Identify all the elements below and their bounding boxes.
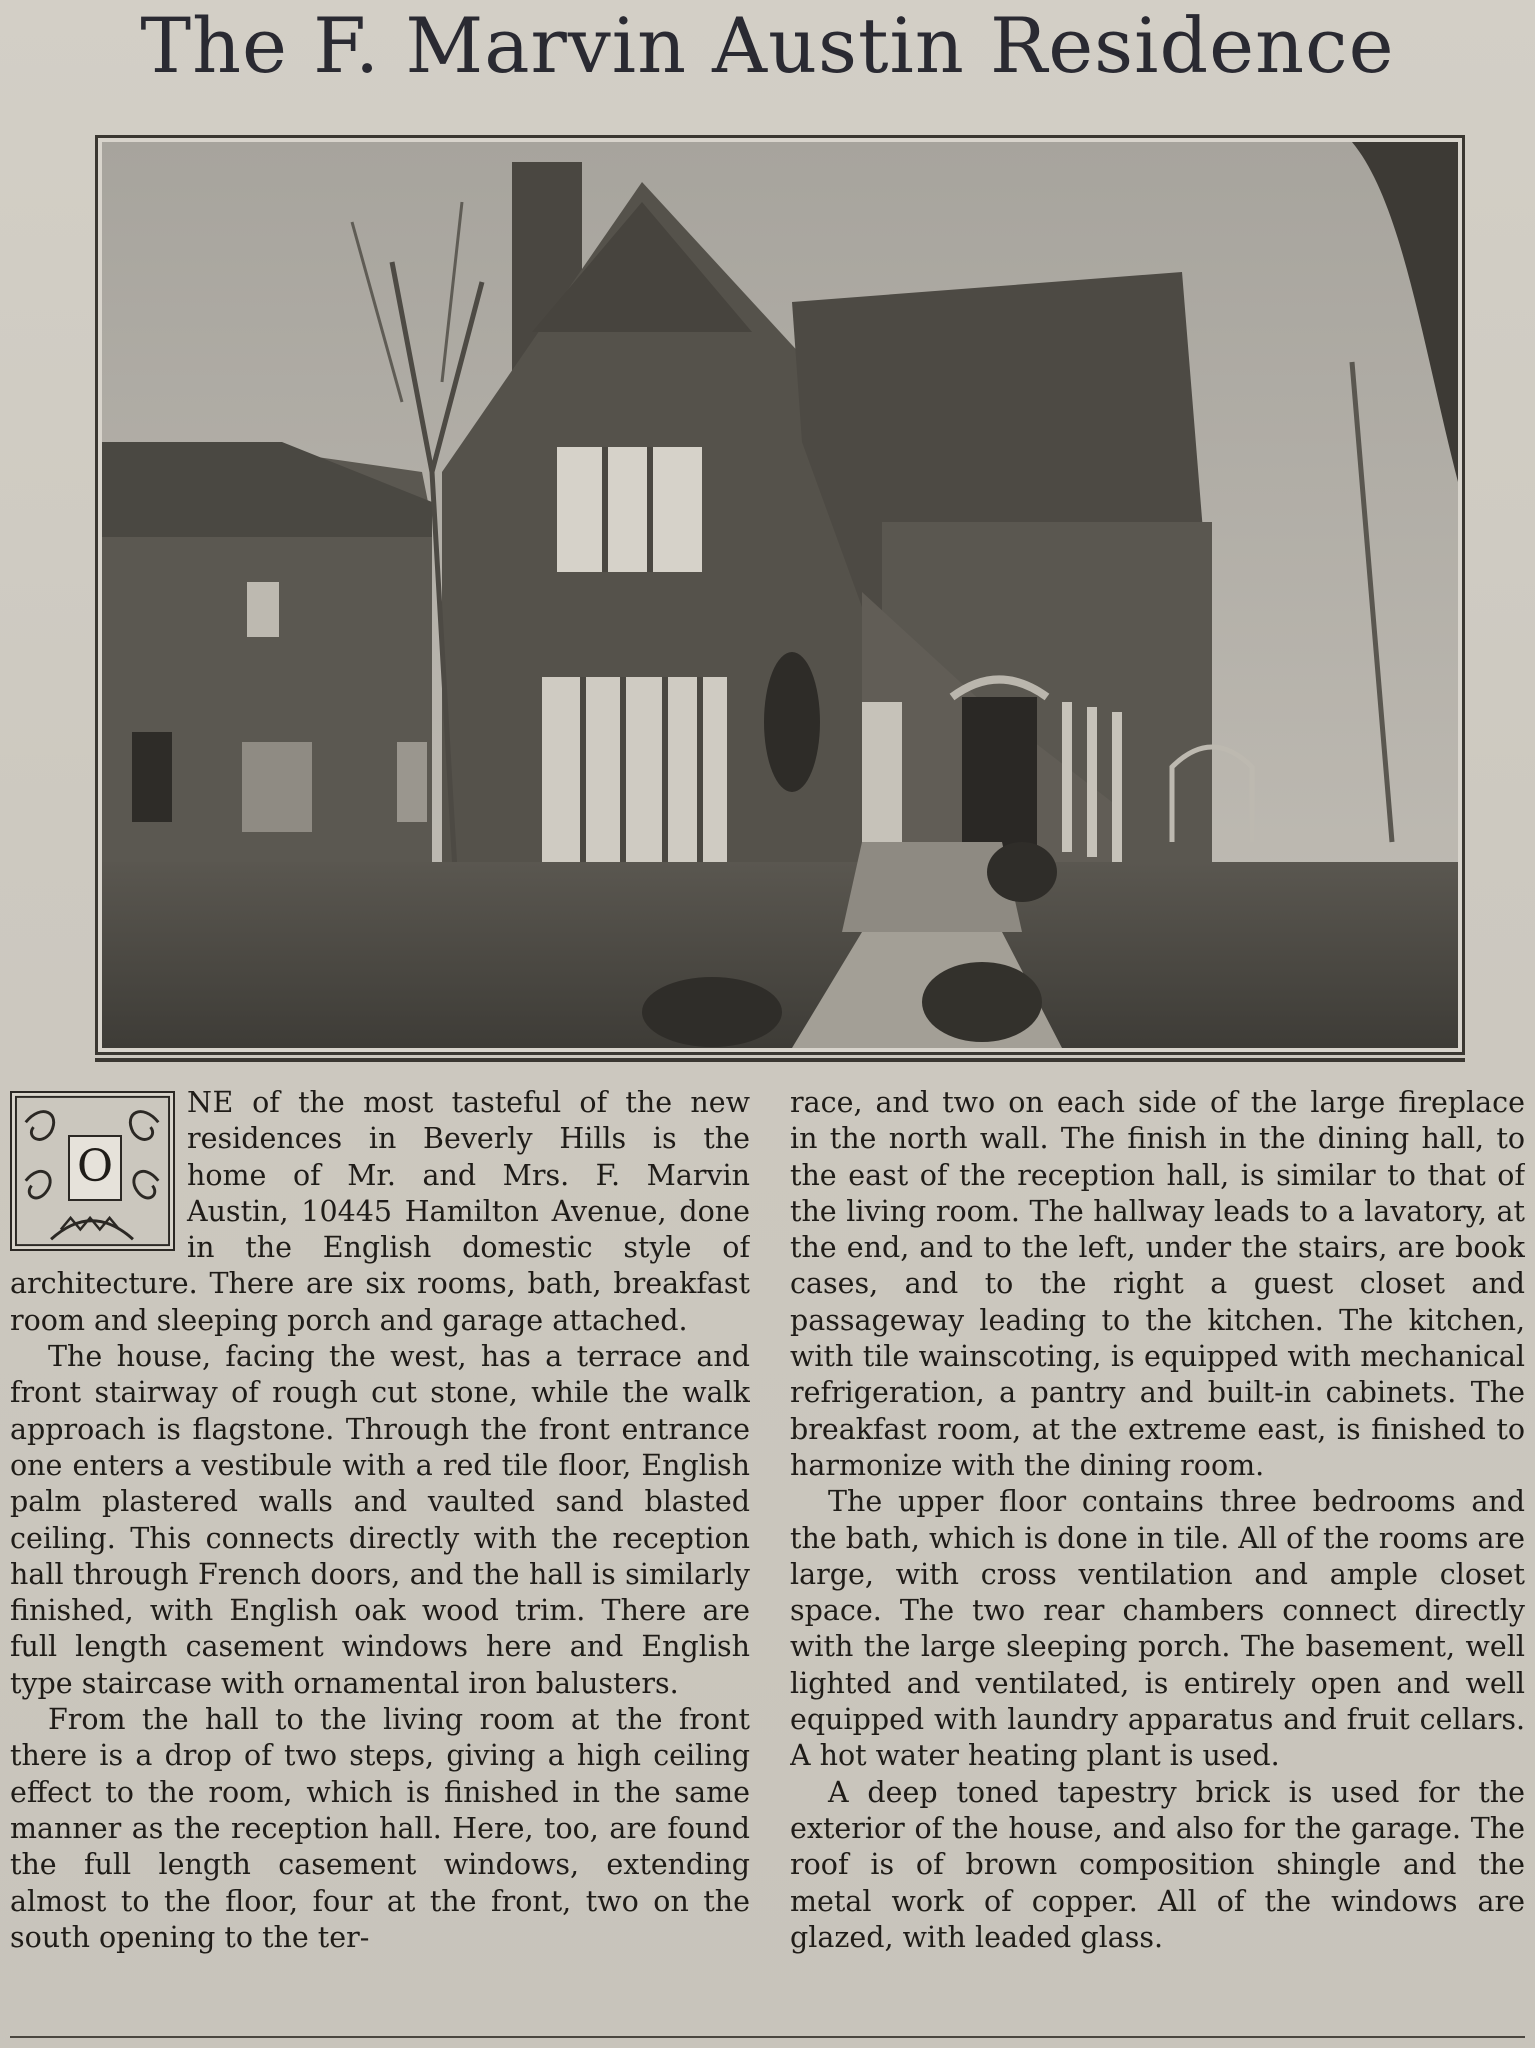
dropcap-letter: O [68, 1135, 122, 1201]
paragraph-4: race, and two on each side of the large fireplace in the north wall. The finish in the dining hall, to the east of the reception hall, is similar to that of the living room. The hallway leads to a lavatory, at the end, and to the left, under the stairs, are book cases, and to the right a guest closet and passageway leading to the kitchen. The kitchen, with tile wainscoting, is equipped with mechanical refrigeration, a pantry and built-in cabinets. The breakfast room, at the extreme east, is finished to harmonize with the dining room. [790, 1086, 1525, 1482]
house-photograph [95, 135, 1465, 1055]
lead-caps: NE [187, 1086, 234, 1119]
ornamental-dropcap [10, 1091, 175, 1251]
article-column-left [10, 1085, 750, 2025]
page-bottom-rule [10, 2036, 1525, 2038]
paragraph-1-text: of the most tasteful of the new residences in Beverly Hills is the home of Mr. and Mrs. F. Marvin Austin, 10445 Hamilton Avenue, done in the English domestic style of architecture. There are six rooms, bath, breakfast room and sleeping porch and garage attached. [10, 1086, 750, 1337]
photo-bottom-rule [95, 1058, 1465, 1062]
paragraph-2: The house, facing the west, has a terrace and front stairway of rough cut stone, while the walk approach is flagstone. Through the front entrance one enters a vestibule with a red tile floor, English palm plastered walls and vaulted sand blasted ceiling. This connects directly with the reception hall through French doors, and the hall is similarly finished, with English oak wood trim. There are full length casement windows here and English type staircase with ornamental iron balusters. [10, 1340, 750, 1700]
article-title: The F. Marvin Austin Residence [140, 1, 1395, 90]
paragraph-3: From the hall to the living room at the front there is a drop of two steps, giving a high ceiling effect to the room, which is finished in the same manner as the reception hall. Here, too, are found the full length casement windows, extending almost to the floor, four at the front, two on the south opening to the ter- [10, 1703, 750, 1954]
article-column-right [790, 1085, 1525, 2025]
paragraph-1 [10, 1085, 750, 1339]
article-body [10, 1085, 1525, 2035]
paragraph-5: The upper floor contains three bedrooms and the bath, which is done in tile. All of the rooms are large, with cross ventilation and ample closet space. The two rear chambers connect directly with the large sleeping porch. The basement, well lighted and ventilated, is entirely open and well equipped with laundry apparatus and fruit cellars. A hot water heating plant is used. [790, 1485, 1525, 1773]
house-photo-image [102, 142, 1458, 1048]
paragraph-6: A deep toned tapestry brick is used for the exterior of the house, and also for the garage. The roof is of brown composition shingle and the metal work of copper. All of the windows are glazed, with leaded glass. [790, 1775, 1525, 1954]
